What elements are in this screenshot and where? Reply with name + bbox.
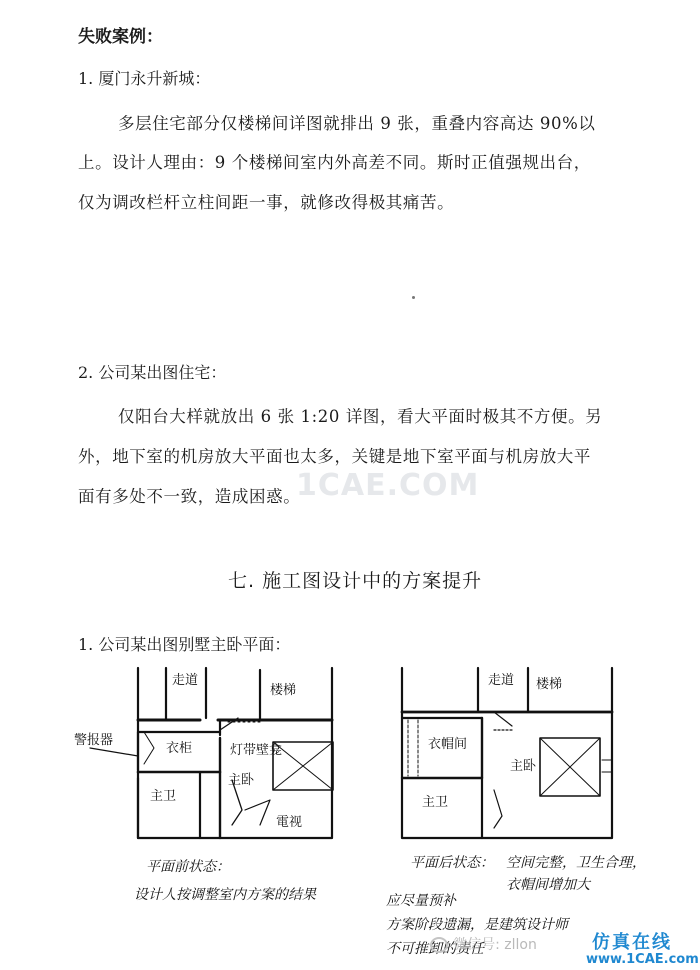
- sketch-left-label-stair: 楼梯: [270, 683, 297, 698]
- sketch-right-label-stair: 楼梯: [536, 677, 563, 692]
- watermark: 1CAE.COM: [296, 468, 480, 503]
- sketch-right-outer-walls: [402, 668, 612, 838]
- sketch-right-note-6: 不可推卸的责任: [386, 941, 484, 957]
- footer-wechat-text: 微信号: zllon: [453, 937, 537, 953]
- sketch-left-label-alarm: 警报器: [74, 733, 114, 748]
- section-7-item-1: 1. 公司某出图别墅主卧平面：: [78, 635, 291, 654]
- sketch-right-note-3: 衣帽间增加大: [506, 877, 590, 893]
- case2-line-2: 外，地下室的机房放大平面也太多，关键是地下室平面与机房放大平: [78, 447, 591, 466]
- sketch-left-label-bath: 主卫: [150, 789, 177, 804]
- scan-speck: [412, 296, 415, 299]
- case1-line-2: 上。设计人理由：9 个楼梯间室内外高差不同。斯时正值强规出台，: [78, 153, 591, 172]
- sketch-before-plan: [70, 660, 350, 850]
- section-7-title: 七. 施工图设计中的方案提升: [228, 570, 483, 592]
- sketch-right-label-corridor: 走道: [488, 673, 515, 688]
- case2-line-1: 仅阳台大样就放出 6 张 1:20 详图，看大平面时极其不方便。另: [118, 407, 603, 426]
- sketch-left-label-corridor: 走道: [172, 673, 199, 688]
- sketch-right-note-5: 方案阶段遗漏，是建筑设计师: [386, 917, 568, 933]
- sketch-right-label-bath: 主卫: [422, 795, 449, 810]
- sketch-left-note-2: 设计人按调整室内方案的结果: [134, 887, 316, 903]
- sketch-right-label-master: 主卧: [510, 759, 537, 774]
- footer-brand-name: 仿真在线: [592, 932, 672, 953]
- case2-line-3: 面有多处不一致，造成困惑。: [78, 487, 301, 506]
- case1-line-3: 仅为调改栏杆立柱间距一事，就修改得极其痛苦。: [78, 193, 455, 212]
- sketch-right-label-closet: 衣帽间: [428, 737, 468, 752]
- footer-brand-url: www.1CAE.com: [586, 952, 699, 967]
- sketch-left-label-closet: 衣柜: [166, 741, 193, 756]
- sketch-left-label-wardrobe-lights: 灯带壁龛: [230, 743, 283, 758]
- case2-title: 2. 公司某出图住宅：: [78, 363, 227, 382]
- sketch-right-note-2: 空间完整，卫生合理，: [506, 855, 646, 871]
- case1-title: 1. 厦门永升新城：: [78, 69, 211, 88]
- sketch-after-plan: [390, 660, 640, 850]
- sketch-right-note-1: 平面后状态：: [410, 855, 494, 871]
- wechat-icon: [430, 937, 448, 953]
- failure-cases-heading: 失败案例：: [78, 27, 163, 47]
- footer-wechat: [430, 934, 537, 954]
- sketch-left-label-master: 主卧: [228, 773, 255, 788]
- sketch-left-label-tv: 電视: [276, 815, 303, 830]
- case1-line-1: 多层住宅部分仅楼梯间详图就排出 9 张，重叠内容高达 90%以: [118, 114, 596, 133]
- sketch-left-note-1: 平面前状态：: [146, 859, 230, 875]
- sketch-right-note-4: 应尽量预补: [386, 893, 456, 909]
